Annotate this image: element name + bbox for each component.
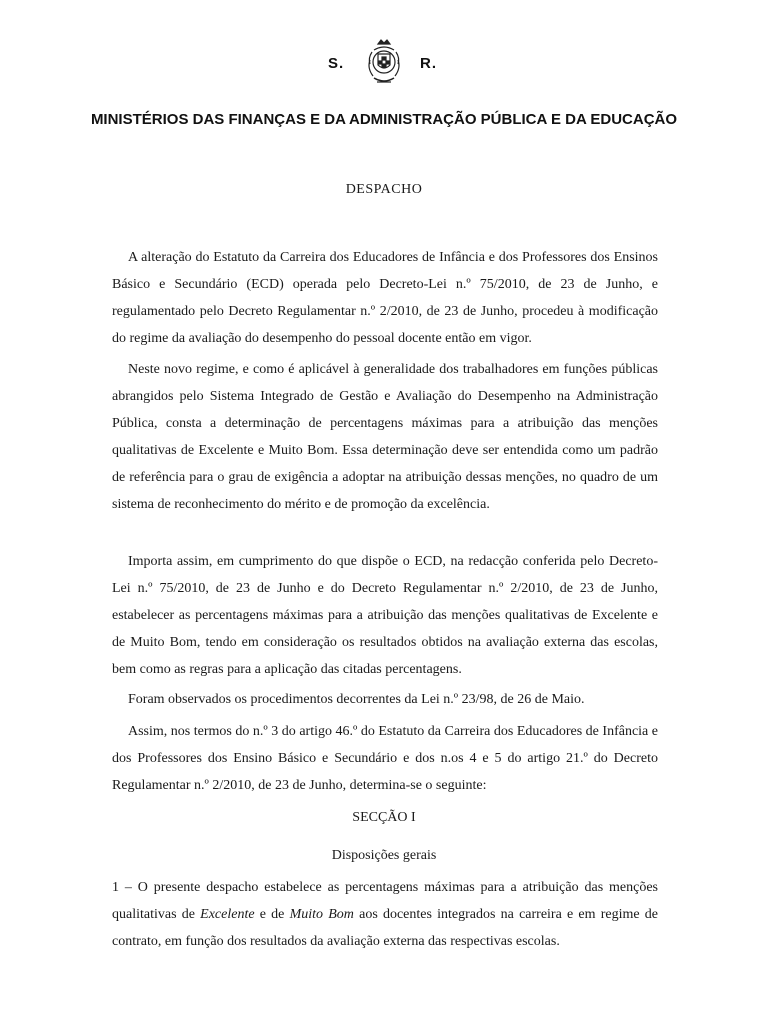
item-1 [112, 874, 658, 955]
document-type: DESPACHO [345, 182, 423, 197]
paragraph-3: Importa assim, em cumprimento do que dispõe o ECD, na redacção conferida pelo Decreto-Lei n.º 75/2010, de 23 de Junho e do Decreto Regulamentar n.º 2/2010, de 23 de Junho, estabelecer as percentagens máximas para a atribuição das menções qualitativas de Excelente e de Muito Bom, tendo em consideração os resultados obtidos na avaliação externa das escolas, bem como as regras para a aplicação das citadas percentagens. [112, 554, 658, 677]
paragraph-1: A alteração do Estatuto da Carreira dos Educadores de Infância e dos Professores dos Ensinos Básico e Secundário (ECD) operada pelo Decreto-Lei n.º 75/2010, de 23 de Junho, e regulamentado pelo Decreto Regulamentar n.º 2/2010, de 23 de Junho, procedeu à modificação do regime da avaliação do desempenho do pessoal docente então em vigor. [112, 250, 658, 346]
item-1-emphasis-muito-bom: Muito Bom [289, 907, 354, 922]
header-letter-s: S. [328, 55, 345, 72]
item-1-prefix: 1 – O presente despacho estabelece as percentagens máximas para a atribuição das menções qualitativas de [112, 880, 658, 922]
coat-of-arms-icon [364, 38, 404, 88]
item-1-suffix: aos docentes integrados na carreira e em regime de contrato, em função dos resultados da avaliação externa das respectivas escolas. [112, 907, 658, 949]
ministry-title: MINISTÉRIOS DAS FINANÇAS E DA ADMINISTRAÇÃO PÚBLICA E DA EDUCAÇÃO [90, 111, 678, 128]
document-header [0, 38, 768, 88]
item-1-emphasis-excelente: Excelente [200, 907, 255, 922]
header-letter-r: R. [420, 55, 437, 72]
paragraph-2: Neste novo regime, e como é aplicável à generalidade dos trabalhadores em funções públicas abrangidos pelo Sistema Integrado de Gestão e Avaliação do Desempenho na Administração Pública, consta a determinação de percentagens máximas para a atribuição das menções qualitativas de Excelente e Muito Bom. Essa determinação deve ser entendida como um padrão de referência para o grau de exigência a adoptar na atribuição dessas menções, no quadro de um sistema de reconhecimento do mérito e de promoção da excelência. [112, 362, 658, 512]
section-subtitle: Disposições gerais [331, 848, 437, 863]
section-title: SECÇÃO I [352, 810, 416, 825]
paragraph-4: Foram observados os procedimentos decorrentes da Lei n.º 23/98, de 26 de Maio. [128, 692, 585, 707]
paragraph-5: Assim, nos termos do n.º 3 do artigo 46.º do Estatuto da Carreira dos Educadores de Infância e dos Professores dos Ensino Básico e Secundário e dos n.os 4 e 5 do artigo 21.º do Decreto Regulamentar n.º 2/2010, de 23 de Junho, determina-se o seguinte: [112, 724, 658, 793]
item-1-mid: e de [254, 907, 290, 922]
